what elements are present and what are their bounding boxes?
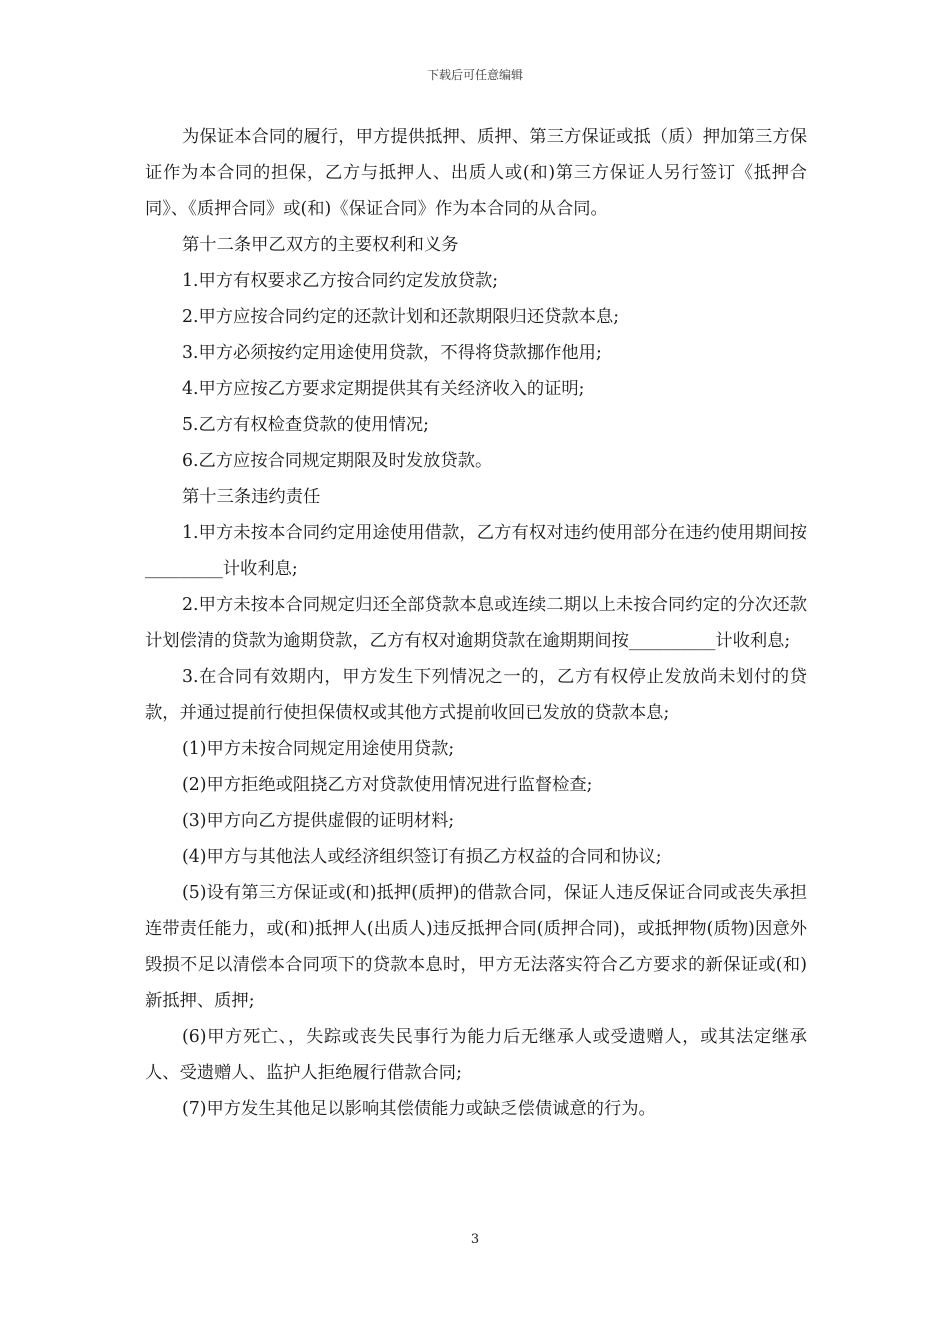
- list-item: 6.乙方应按合同规定期限及时发放贷款。: [182, 451, 493, 471]
- sub-item: (6)甲方死亡、，失踪或丧失民事行为能力后无继承人或受遗赠人，或其法定继承人、受遗赠人、监护人拒绝履行借款合同;: [145, 1027, 807, 1083]
- sub-item: (1)甲方未按合同规定用途使用贷款;: [182, 739, 455, 759]
- sub-item: (2)甲方拒绝或阻挠乙方对贷款使用情况进行监督检查;: [182, 775, 593, 795]
- sub-item: (3)甲方向乙方提供虚假的证明材料;: [182, 811, 455, 831]
- list-item: 4.甲方应按乙方要求定期提供其有关经济收入的证明;: [182, 379, 585, 399]
- list-item: 2.甲方应按合同约定的还款计划和还款期限归还贷款本息;: [182, 307, 620, 327]
- sub-item: (5)设有第三方保证或(和)抵押(质押)的借款合同，保证人违反保证合同或丧失承担连带责任能力，或(和)抵押人(出质人)违反抵押合同(质押合同)，或抵押物(质物)因意外毁损不足以清偿本合同项下的贷款本息时，甲方无法落实符合乙方要求的新保证或(和)新抵押、质押;: [145, 883, 807, 1011]
- heading-article-13: 第十三条违约责任: [182, 487, 321, 507]
- list-item: 3.甲方必须按约定用途使用贷款，不得将贷款挪作他用;: [182, 343, 602, 363]
- paragraph-guarantee: 为保证本合同的履行，甲方提供抵押、质押、第三方保证或抵（质）押加第三方保证作为本合同的担保，乙方与抵押人、出质人或(和)第三方保证人另行签订《抵押合同》、《质押合同》或(和)《保证合同》作为本合同的从合同。: [145, 127, 807, 219]
- heading-article-12: 第十二条甲乙双方的主要权利和义务: [182, 235, 459, 255]
- list-item: 1.甲方未按本合同约定用途使用借款，乙方有权对违约使用部分在违约使用期间按_________计收利息;: [145, 523, 807, 579]
- page-header: 下载后可任意编辑: [426, 68, 523, 82]
- list-item: 5.乙方有权检查贷款的使用情况;: [182, 415, 429, 435]
- list-item: 1.甲方有权要求乙方按合同约定发放贷款;: [182, 271, 499, 291]
- list-item: 2.甲方未按本合同规定归还全部贷款本息或连续二期以上未按合同约定的分次还款计划偿清的贷款为逾期贷款，乙方有权对逾期贷款在逾期期间按__________计收利息;: [145, 595, 807, 651]
- sub-item: (7)甲方发生其他足以影响其偿债能力或缺乏偿债诚意的行为。: [182, 1099, 656, 1119]
- document-body: [145, 119, 807, 1127]
- page-number: 3: [470, 1232, 480, 1247]
- sub-item: (4)甲方与其他法人或经济组织签订有损乙方权益的合同和协议;: [182, 847, 662, 867]
- list-item: 3.在合同有效期内，甲方发生下列情况之一的，乙方有权停止发放尚未划付的贷款，并通过提前行使担保债权或其他方式提前收回已发放的贷款本息;: [145, 667, 807, 723]
